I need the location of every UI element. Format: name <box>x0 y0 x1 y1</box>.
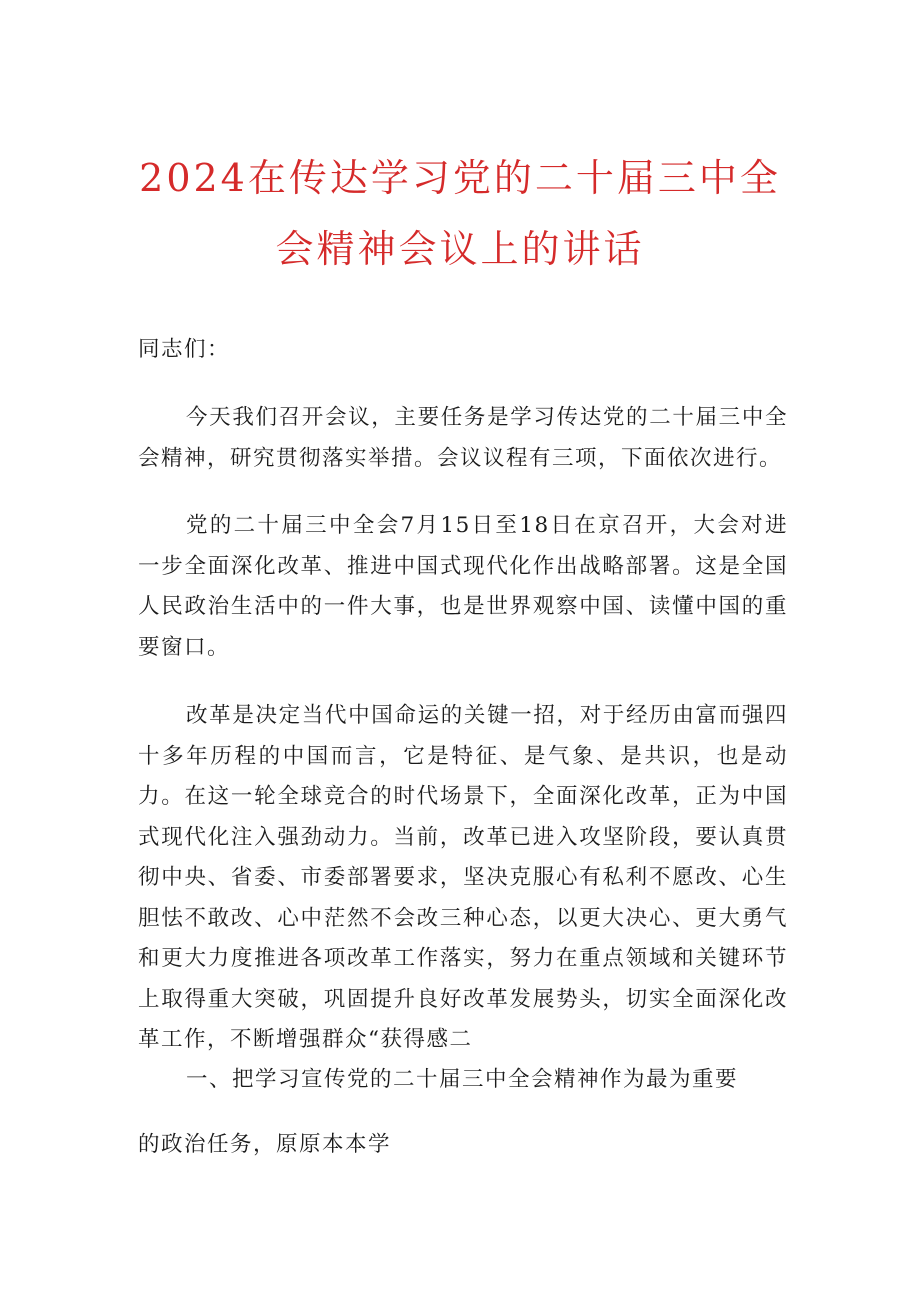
salutation: 同志们： <box>138 337 231 362</box>
section-heading-1-line-2: 的政治任务，原原本本学 <box>138 1131 392 1157</box>
paragraph-3: 改革是决定当代中国命运的关键一招，对于经历由富而强四十多年历程的中国而言，它是特征、是气象、是共识，也是动力。在这一轮全球竞合的时代场景下，全面深化改革，正为中国式现代化注入强劲动力。当前，改革已进入攻坚阶段，要认真贯彻中央、省委、市委部署要求，坚决克服心有私利不愿改、心生胆怯不敢改、心中茫然不会改三种心态，以更大决心、更大勇气和更大力度推进各项改革工作落实，努力在重点领域和关键环节上取得重大突破，巩固提升良好改革发展势头，切实全面深化改革工作，不断增强群众“获得感二 <box>138 703 788 1052</box>
document-title-line-2: 会精神会议上的讲话 <box>275 227 645 271</box>
section-heading-1-line-1: 一、把学习宣传党的二十届三中全会精神作为最为重要 <box>186 1067 739 1092</box>
document-title-line-1: 2024在传达学习党的二十届三中全 <box>139 156 781 200</box>
section-heading-1 <box>138 1060 788 1165</box>
paragraph-1: 今天我们召开会议，主要任务是学习传达党的二十届三中全会精神，研究贯彻落实举措。会议议程有三项，下面依次进行。 <box>138 405 788 471</box>
paragraph-2: 党的二十届三中全会7月15日至18日在京召开，大会对进一步全面深化改革、推进中国式现代化作出战略部署。这是全国人民政治生活中的一件大事，也是世界观察中国、读懂中国的重要窗口。 <box>138 513 788 660</box>
